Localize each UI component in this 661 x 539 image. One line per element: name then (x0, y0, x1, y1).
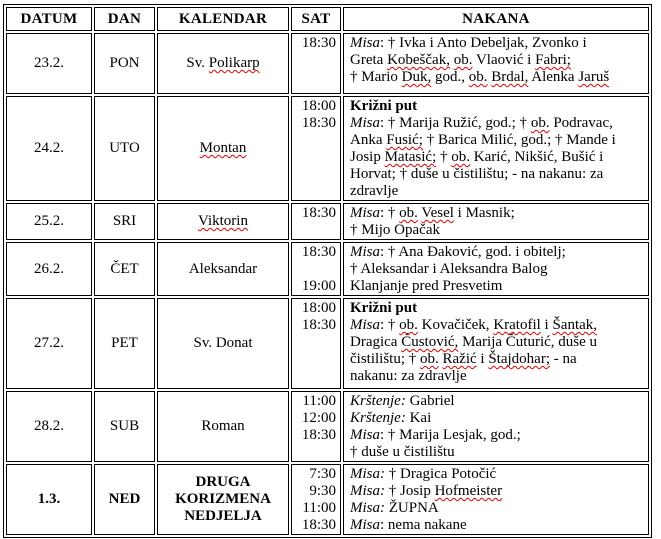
text-segment: Križni put (350, 300, 418, 316)
text-segment: Sv. (186, 55, 209, 71)
sat-time: 18:30 (301, 517, 336, 533)
sat-time: 11:00 (302, 393, 336, 409)
misspelled-word: ob. (468, 69, 488, 85)
text-segment: : † Ana Đaković, god. i obitelj; (380, 244, 566, 260)
text-segment: † Mario (350, 69, 402, 85)
text-segment: † (436, 149, 452, 165)
text-segment: Marija Čuturić, duše u (458, 334, 598, 350)
sat-time: 12:00 (301, 410, 336, 426)
sat-cell (291, 391, 341, 462)
sat-cell (291, 298, 341, 389)
text-segment: : † (380, 205, 400, 221)
nakana-line (350, 278, 646, 295)
nakana-line (350, 52, 646, 69)
text-segment: : † (380, 317, 400, 333)
text-segment: ŽUPNA (385, 500, 439, 516)
text-segment: Dragica (350, 334, 402, 350)
nakana-line (350, 466, 646, 483)
kalendar-cell (157, 242, 289, 296)
nakana-line (350, 334, 646, 351)
column-header-datum: DATUM (6, 7, 92, 31)
nakana-line (350, 261, 646, 278)
text-segment: Misa (350, 205, 380, 221)
nakana-cell (343, 464, 649, 535)
text-segment: † duše u čistilištu (350, 444, 455, 460)
text-segment: Krštenje: (350, 410, 406, 426)
sat-time: 7:30 (309, 466, 336, 482)
text-segment: † Josip (385, 483, 435, 499)
kalendar-cell (157, 203, 289, 240)
schedule-table (3, 4, 652, 538)
kalendar-line (158, 335, 288, 352)
nakana-line (350, 69, 646, 86)
schedule-row (6, 391, 649, 462)
text-segment: nakanu: za zdravlje (350, 368, 467, 384)
nakana-line (350, 183, 646, 200)
text-segment: i (540, 317, 553, 333)
misspelled-word: Duk, (401, 69, 432, 85)
dan-cell: SUB (94, 391, 155, 462)
kalendar-cell (157, 391, 289, 462)
text-segment: : † Ivka i Anto Debeljak, Zvonko i (380, 35, 587, 51)
dan-cell: UTO (94, 96, 155, 201)
column-header-dan: DAN (94, 7, 155, 31)
sat-time: 18:30 (301, 205, 336, 221)
column-header-sat: SAT (291, 7, 341, 31)
misspelled-word: ob. (453, 52, 473, 68)
text-segment: Misa (350, 244, 380, 260)
text-segment: Podravac, (549, 115, 613, 131)
kalendar-line (158, 213, 288, 230)
misspelled-word: Šantak, (552, 317, 598, 333)
text-segment: Sv. Donat (193, 335, 253, 351)
text-segment: Roman (201, 418, 245, 434)
text-segment: Karić, Nikšić, Bušić i (470, 149, 604, 165)
misspelled-word: Montan (199, 140, 247, 156)
sat-cell (291, 33, 341, 94)
sat-cell (291, 203, 341, 240)
text-segment: : nema nakane (380, 517, 467, 533)
datum-cell: 23.2. (6, 33, 92, 94)
nakana-line (350, 427, 646, 444)
sat-cell (291, 96, 341, 201)
datum-cell: 28.2. (6, 391, 92, 462)
nakana-cell (343, 33, 649, 94)
nakana-line (350, 351, 646, 368)
misspelled-word: Kratofil (493, 317, 541, 333)
text-segment: Kai (405, 410, 432, 426)
nakana-line (350, 132, 646, 149)
schedule-row (6, 33, 649, 94)
nakana-line (350, 393, 646, 410)
schedule-row (6, 203, 649, 240)
misspelled-word: Kobeščak, (387, 52, 450, 68)
text-segment: Gabriel (405, 393, 455, 409)
nakana-line (350, 115, 646, 132)
sat-time: 18:30 (301, 35, 336, 51)
sat-blank-line (292, 261, 336, 278)
nakana-cell (343, 203, 649, 240)
kalendar-line (158, 261, 288, 278)
text-segment: Misa (350, 115, 380, 131)
text-segment: i Masnik; (453, 205, 515, 221)
text-segment: : † Marija Lesjak, god.; (380, 427, 521, 443)
text-segment: Krštenje: (350, 393, 406, 409)
nakana-line (350, 317, 646, 334)
sat-time: 19:00 (301, 278, 336, 294)
misspelled-word: ob. (530, 115, 550, 131)
sat-time: 18:30 (301, 317, 336, 333)
nakana-cell (343, 242, 649, 296)
sat-time: 18:30 (301, 244, 336, 260)
text-segment: Misa (350, 427, 380, 443)
nakana-line (350, 98, 646, 115)
schedule-row (6, 242, 649, 296)
sat-time: 18:30 (301, 115, 336, 131)
text-segment: Misa (350, 317, 380, 333)
sat-time: 18:00 (301, 98, 336, 114)
misspelled-word: Ćustović, (401, 334, 459, 350)
nakana-line (350, 222, 646, 239)
header-row (6, 7, 649, 31)
dan-cell: SRI (94, 203, 155, 240)
text-segment: Anka (350, 132, 387, 148)
kalendar-line (158, 491, 288, 508)
nakana-line (350, 166, 646, 183)
dan-cell: PET (94, 298, 155, 389)
sat-cell (291, 464, 341, 535)
text-segment: čistilištu; † (350, 351, 421, 367)
sat-time: 11:00 (302, 500, 336, 516)
kalendar-line (158, 508, 288, 525)
nakana-line (350, 149, 646, 166)
schedule-row (6, 96, 649, 201)
nakana-line (350, 205, 646, 222)
text-segment: god., (431, 69, 469, 85)
dan-cell: PON (94, 33, 155, 94)
datum-cell: 24.2. (6, 96, 92, 201)
text-segment: Križni put (350, 98, 418, 114)
nakana-line (350, 410, 646, 427)
nakana-line (350, 500, 646, 517)
kalendar-cell (157, 464, 289, 535)
text-segment: † Barica Milić, god.; † Mande i (422, 132, 616, 148)
nakana-line (350, 483, 646, 500)
text-segment: Greta (350, 52, 388, 68)
text-segment: Misa (350, 517, 380, 533)
kalendar-cell (157, 33, 289, 94)
column-header-nakana: NAKANA (343, 7, 649, 31)
datum-cell: 25.2. (6, 203, 92, 240)
misspelled-word: Viktorin (198, 213, 248, 229)
text-segment: KORIZMENA (175, 491, 271, 507)
misspelled-word: Brdal, (491, 69, 529, 85)
schedule-body (6, 33, 649, 535)
misspelled-word: ob. (451, 149, 470, 165)
schedule-row (6, 298, 649, 389)
schedule-row (6, 464, 649, 535)
text-segment: Josip (350, 149, 385, 165)
kalendar-cell (157, 298, 289, 389)
nakana-line (350, 517, 646, 534)
column-header-kalendar: KALENDAR (157, 7, 289, 31)
nakana-line (350, 368, 646, 385)
misspelled-word: Štajdohar; (488, 351, 550, 367)
text-segment: † Mijo Opačak (350, 222, 440, 238)
sat-time: 18:30 (301, 427, 336, 443)
nakana-line (350, 444, 646, 461)
misspelled-word: Polikarp (208, 55, 260, 71)
text-segment: i (476, 351, 489, 367)
misspelled-word: Hofmeister (434, 483, 503, 499)
text-segment: Aleksandar (188, 260, 258, 277)
text-segment: - na (550, 351, 577, 367)
nakana-cell (343, 391, 649, 462)
dan-cell: NED (94, 464, 155, 535)
text-segment: Misa: (350, 500, 385, 516)
nakana-line (350, 300, 646, 317)
kalendar-cell (157, 96, 289, 201)
misspelled-word: Fusić; (386, 132, 423, 148)
text-segment: † Dragica Potočić (385, 466, 497, 482)
misspelled-word: Ražić (442, 351, 477, 367)
sat-cell (291, 242, 341, 296)
misspelled-word: Vesel (421, 205, 454, 221)
dan-cell: ČET (94, 242, 155, 296)
misspelled-word: Matasić; (384, 149, 437, 165)
sat-time: 9:30 (309, 483, 336, 499)
misspelled-word: Jaruš (578, 69, 610, 85)
text-segment: Horvat; † duše u čistilištu; - na nakanu: za (350, 166, 604, 182)
nakana-cell (343, 298, 649, 389)
text-segment: Klanjanje pred Presvetim (350, 278, 503, 294)
datum-cell: 27.2. (6, 298, 92, 389)
datum-cell: 26.2. (6, 242, 92, 296)
text-segment: Misa: (350, 483, 385, 499)
text-segment: zdravlje (350, 183, 399, 199)
nakana-line (350, 35, 646, 52)
misspelled-word: Fabri; (535, 52, 571, 68)
misspelled-word: ob. (420, 351, 439, 367)
kalendar-line (158, 140, 288, 157)
nakana-line (350, 244, 646, 261)
kalendar-line (158, 55, 288, 72)
text-segment: Kovačiček, (417, 317, 494, 333)
kalendar-line (158, 474, 288, 491)
text-segment: Misa (350, 35, 380, 51)
text-segment: Alenka (528, 69, 579, 85)
text-segment: † Aleksandar i Aleksandra Balog (350, 261, 548, 277)
misspelled-word: ob. (399, 205, 418, 221)
misspelled-word: ob. (399, 317, 418, 333)
text-segment: NEDJELJA (184, 508, 262, 524)
nakana-cell (343, 96, 649, 201)
sat-time: 18:00 (301, 300, 336, 316)
text-segment: Vlaović i (472, 52, 536, 68)
kalendar-line (158, 418, 288, 435)
datum-cell: 1.3. (6, 464, 92, 535)
text-segment: Misa: (350, 466, 385, 482)
text-segment: DRUGA (195, 474, 251, 490)
text-segment: : † Marija Ružić, god.; † (380, 115, 531, 131)
